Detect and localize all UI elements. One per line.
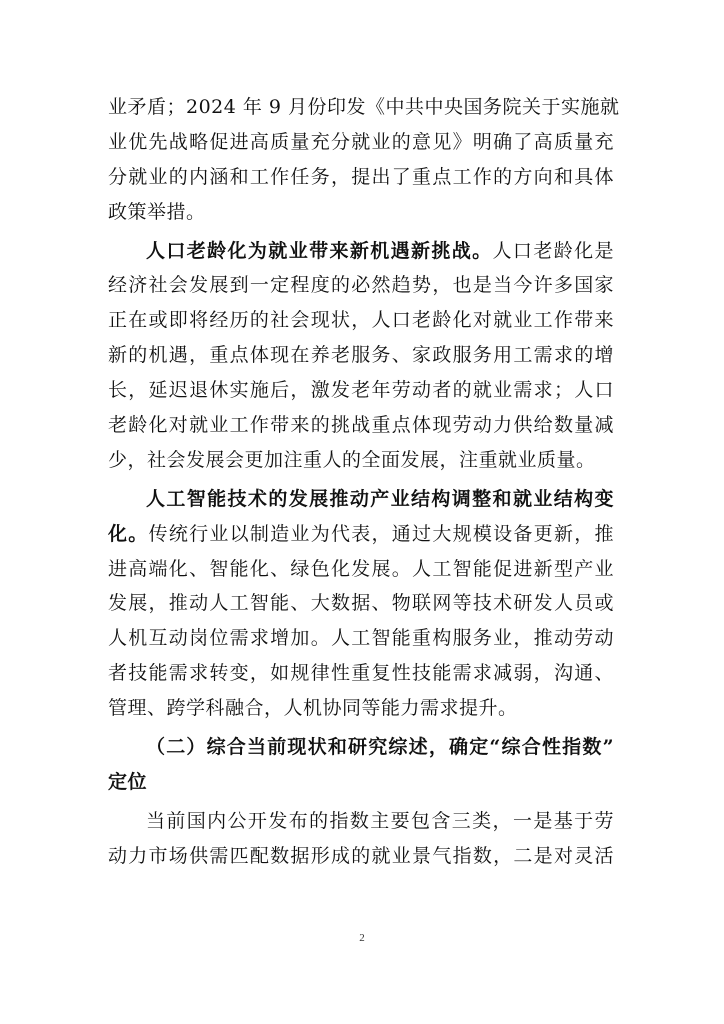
paragraph-ai xyxy=(108,482,614,726)
text-line xyxy=(108,517,614,552)
text-line: 老龄化对就业工作带来的挑战重点体现劳动力供给数量减 xyxy=(108,414,614,437)
paragraph-lead-bold: 人口老龄化为就业带来新机遇新挑战。 xyxy=(146,239,493,262)
section-heading xyxy=(108,730,614,800)
text-line: 业优先战略促进高质量充分就业的意见》明确了高质量充 xyxy=(108,130,614,153)
text-line: 长，延迟退休实施后，激发老年劳动者的就业需求；人口 xyxy=(108,379,614,402)
text-line: 发展，推动人工智能、大数据、物联网等技术研发人员或 xyxy=(108,592,614,615)
paragraph-lead-bold: 人工智能技术的发展推动产业结构调整和就业结构变 xyxy=(146,487,614,510)
paragraph-aging xyxy=(108,234,614,478)
text-span: 传统行业以制造业为代表，通过大规模设备更新，推 xyxy=(148,522,614,545)
text-line: 业矛盾；2024 年 9 月份印发《中共中央国务院关于实施就 xyxy=(108,96,620,118)
text-line xyxy=(108,234,614,269)
text-line: 当前国内公开发布的指数主要包含三类，一是基于劳 xyxy=(146,809,614,832)
paragraph-continuation xyxy=(108,90,620,230)
text-line: 管理、跨学科融合，人机协同等能力需求提升。 xyxy=(108,697,518,720)
document-body xyxy=(108,90,620,874)
heading-line: （二）综合当前现状和研究综述，确定“综合性指数” xyxy=(146,736,614,759)
text-line: 分就业的内涵和工作任务，提出了重点工作的方向和具体 xyxy=(108,165,614,188)
text-line: 人机互动岗位需求增加。人工智能重构服务业，推动劳动 xyxy=(108,627,614,650)
paragraph-index-types xyxy=(108,804,614,874)
text-line: 进高端化、智能化、绿色化发展。人工智能促进新型产业 xyxy=(108,557,614,580)
text-line: 正在或即将经历的社会现状，人口老龄化对就业工作带来 xyxy=(108,309,614,332)
heading-line: 定位 xyxy=(108,770,148,793)
text-line: 动力市场供需匹配数据形成的就业景气指数，二是对灵活 xyxy=(108,844,614,867)
paragraph-lead-bold: 化。 xyxy=(108,522,149,545)
text-line: 政策举措。 xyxy=(108,200,206,223)
text-line: 新的机遇，重点体现在养老服务、家政服务用工需求的增 xyxy=(108,344,614,367)
text-span: 人口老龄化是 xyxy=(492,239,614,262)
text-line: 少，社会发展会更加注重人的全面发展，注重就业质量。 xyxy=(108,448,596,471)
text-line: 经济社会发展到一定程度的必然趋势，也是当今许多国家 xyxy=(108,274,614,297)
page-number: 2 xyxy=(359,932,365,944)
text-line: 者技能需求转变，如规律性重复性技能需求减弱，沟通、 xyxy=(108,662,614,685)
